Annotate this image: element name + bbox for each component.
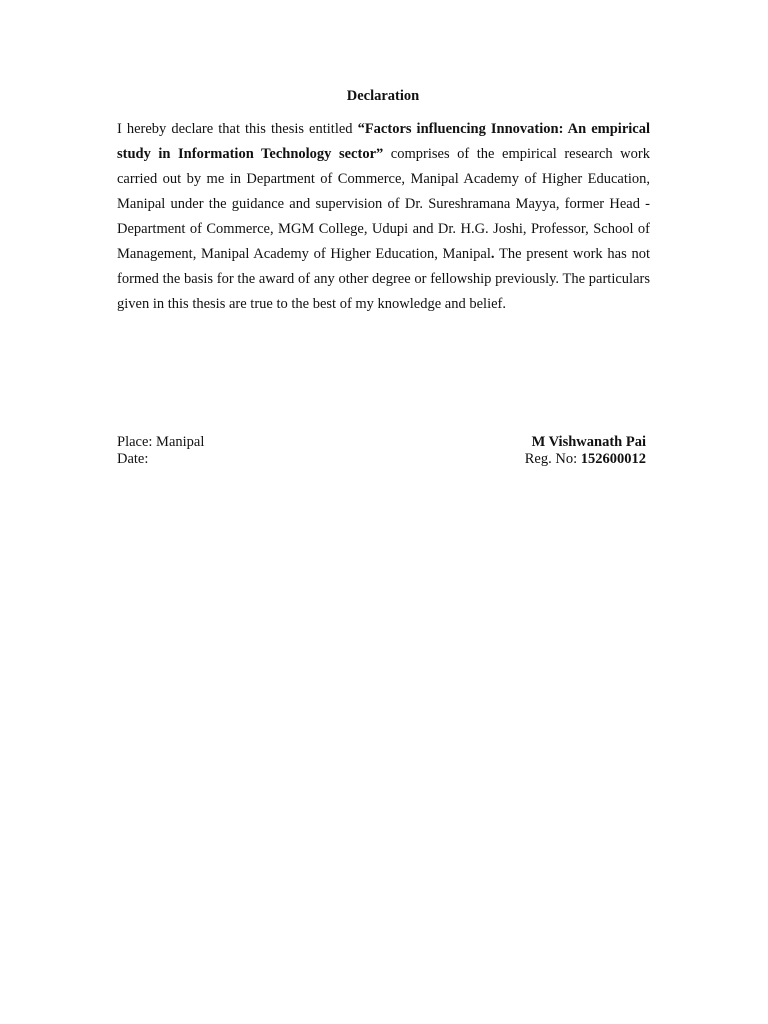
paragraph-ending: The present work has not formed the basis for the award of any other degree or fellowship previously. The particulars given in this thesis are true to the best of my knowledge and belief.	[117, 246, 650, 312]
registration-line	[525, 451, 646, 468]
page-title: Declaration	[346, 88, 420, 104]
signature-block	[525, 434, 646, 468]
declaration-paragraph	[117, 117, 650, 317]
reg-label: Reg. No:	[524, 451, 581, 467]
thesis-title: “Factors influencing Innovation: An empirical study in Information Technology sector”	[117, 121, 650, 162]
paragraph-intro: I hereby declare that this thesis entitled	[117, 121, 358, 137]
paragraph-period: .	[490, 246, 495, 262]
date-label: Date:	[117, 451, 149, 467]
place-label: Place: Manipal	[117, 434, 205, 450]
place-date-block	[117, 434, 204, 468]
paragraph-middle: comprises of the empirical research work carried out by me in Department of Commerce, Manipal Academy of Higher Education, Manipal under the guidance and supervision of Dr. Sureshramana Mayya, former Head - Department of Commerce, MGM College, Udupi and Dr. H.G. Joshi, Professor, School of Management, Manipal Academy of Higher Education, Manipal	[117, 146, 650, 262]
reg-number: 152600012	[580, 451, 646, 467]
author-name: M Vishwanath Pai	[531, 434, 646, 450]
